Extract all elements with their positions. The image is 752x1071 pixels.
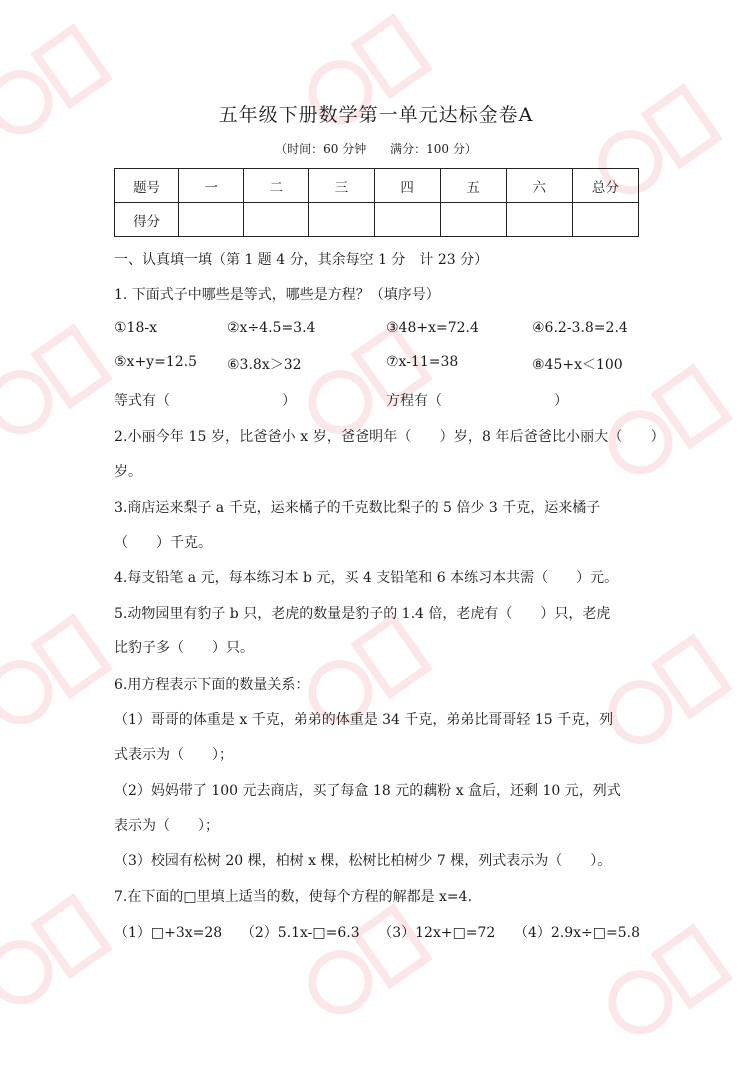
- score-input-cell[interactable]: [374, 203, 440, 237]
- question-6-part-2: （2）妈妈带了 100 元去商店，买了每盒 18 元的藕粉 x 盒后，还剩 10 元，列式: [114, 783, 621, 799]
- question-1: 1. 下面式子中哪些是等式，哪些是方程？（填序号）: [114, 287, 440, 303]
- table-cell: 得分: [115, 203, 179, 237]
- equation-item: （4）2.9x÷□=5.8: [513, 925, 640, 941]
- equation-item: （3）12x+□=72: [378, 925, 496, 941]
- question-5-cont: 比豹子多（ ）只。: [114, 640, 254, 656]
- exam-meta: [0, 140, 752, 157]
- table-cell: 总分: [572, 169, 638, 203]
- table-cell: 二: [244, 169, 309, 203]
- question-6-part-3: （3）校园有松树 20 棵，柏树 x 棵，松树比柏树少 7 棵，列式表示为（ ）。: [114, 853, 612, 869]
- option: ⑦x-11=38: [386, 354, 459, 370]
- score-input-cell[interactable]: [179, 203, 244, 237]
- score-input-cell[interactable]: [244, 203, 309, 237]
- full-score: 满分：100 分）: [390, 142, 477, 156]
- question-6-part-1-cont: 式表示为（ ）；: [114, 747, 233, 763]
- score-input-cell[interactable]: [309, 203, 374, 237]
- option: ④6.2-3.8=2.4: [532, 320, 628, 336]
- option: ⑤x+y=12.5: [114, 354, 197, 370]
- score-input-cell[interactable]: [506, 203, 572, 237]
- equation-item: （2）5.1x-□=6.3: [240, 925, 360, 941]
- table-cell: 一: [179, 169, 244, 203]
- option: ⑧45+x＜100: [532, 357, 623, 373]
- option: ⑥3.8x＞32: [227, 357, 302, 373]
- question-5: 5.动物园里有豹子 b 只，老虎的数量是豹子的 1.4 倍，老虎有（ ）只，老虎: [114, 606, 611, 622]
- section-heading: 一、认真填一填（第 1 题 4 分，其余每空 1 分 计 23 分）: [114, 252, 489, 268]
- equation-answer-blank[interactable]: 等式有（ ）: [114, 393, 296, 409]
- score-table: [114, 168, 639, 237]
- question-2-cont: 岁。: [114, 464, 142, 480]
- table-cell: 五: [440, 169, 506, 203]
- question-6: 6.用方程表示下面的数量关系：: [114, 677, 310, 693]
- option: ②x÷4.5=3.4: [227, 320, 316, 336]
- option: ③48+x=72.4: [386, 320, 479, 336]
- score-input-cell[interactable]: [440, 203, 506, 237]
- question-3-cont: （ ）千克。: [114, 535, 212, 551]
- question-7: 7.在下面的□里填上适当的数，使每个方程的解都是 x=4.: [114, 889, 473, 905]
- table-cell: 三: [309, 169, 374, 203]
- question-2: 2.小丽今年 15 岁，比爸爸小 x 岁，爸爸明年（ ）岁，8 年后爸爸比小丽大（ ）: [114, 429, 665, 445]
- score-table-header-row: [115, 169, 639, 203]
- table-cell: 四: [374, 169, 440, 203]
- option: ①18-x: [114, 320, 157, 336]
- score-table-score-row: [115, 203, 639, 237]
- question-4: 4.每支铅笔 a 元，每本练习本 b 元，买 4 支铅笔和 6 本练习本共需（ ）元。: [114, 570, 619, 586]
- question-6-part-2-cont: 表示为（ ）；: [114, 818, 219, 834]
- question-6-part-1: （1）哥哥的体重是 x 千克，弟弟的体重是 34 千克，弟弟比哥哥轻 15 千克，列: [114, 712, 614, 728]
- equation-item: （1）□+3x=28: [114, 925, 223, 941]
- page-title: 五年级下册数学第一单元达标金卷A: [218, 104, 534, 126]
- table-cell: 六: [506, 169, 572, 203]
- question-3: 3.商店运来梨子 a 千克，运来橘子的千克数比梨子的 5 倍少 3 千克，运来橘子: [114, 500, 601, 516]
- time-limit: （时间：60 分钟: [275, 142, 367, 156]
- table-cell: 题号: [115, 169, 179, 203]
- q7-items: [114, 922, 640, 942]
- unknown-answer-blank[interactable]: 方程有（ ）: [386, 393, 568, 409]
- score-input-cell[interactable]: [572, 203, 638, 237]
